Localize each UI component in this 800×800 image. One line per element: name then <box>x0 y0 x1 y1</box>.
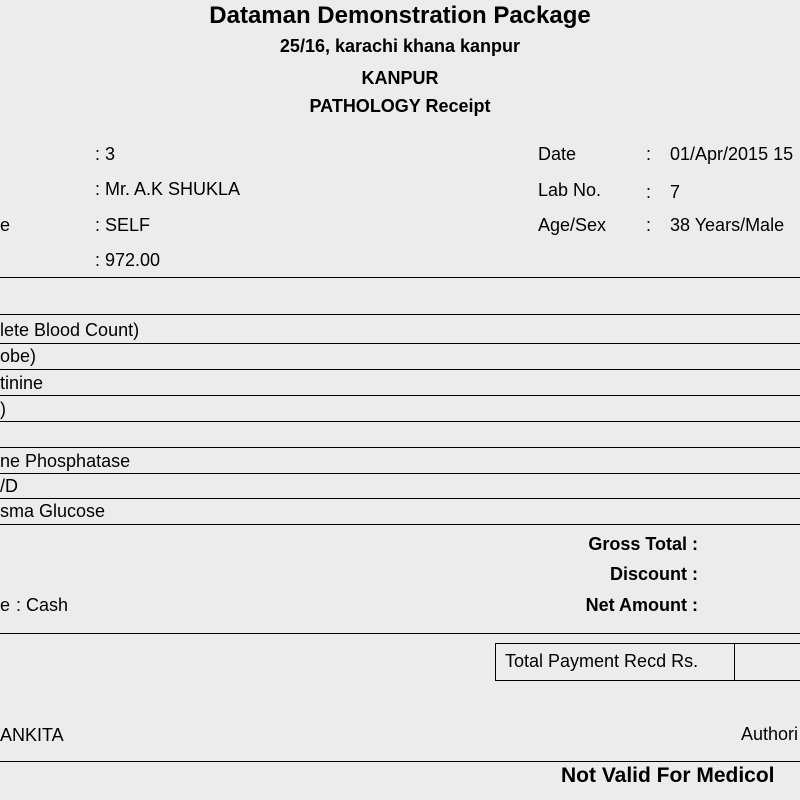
payment-recd-box <box>495 643 800 681</box>
patient-name-value: : Mr. A.K SHUKLA <box>95 179 241 199</box>
list-item: ne Phosphatase <box>0 451 131 471</box>
receipt-title: PATHOLOGY Receipt <box>309 96 491 116</box>
payment-mode-label: e <box>0 595 11 615</box>
company-city: KANPUR <box>361 68 439 88</box>
payment-recd-label: Total Payment Recd Rs. <box>505 651 699 671</box>
gross-total-label: Gross Total : <box>588 534 698 554</box>
divider <box>0 498 800 499</box>
lab-no-value: 7 <box>670 182 681 202</box>
medicolegal-notice: Not Valid For Medicol <box>561 764 775 787</box>
amount-value: : 972.00 <box>95 250 161 270</box>
divider <box>0 473 800 474</box>
payment-mode-value: : Cash <box>16 595 69 615</box>
referred-by-label: e <box>0 215 11 235</box>
divider <box>0 447 800 448</box>
company-name: Dataman Demonstration Package <box>209 2 591 29</box>
lab-no-colon: : <box>646 182 652 202</box>
prepared-by: ANKITA <box>0 725 64 745</box>
company-address: 25/16, karachi khana kanpur <box>279 36 521 56</box>
list-item: obe) <box>0 346 37 366</box>
receipt-no-value: : 3 <box>95 144 116 164</box>
authorised-signatory: Authori <box>741 724 799 744</box>
list-item: ) <box>0 399 6 419</box>
discount-label: Discount : <box>610 564 698 584</box>
divider <box>0 395 800 396</box>
net-amount-label: Net Amount : <box>585 595 698 615</box>
list-item: sma Glucose <box>0 501 106 521</box>
date-label: Date <box>538 144 577 164</box>
date-value: 01/Apr/2015 15 <box>670 144 794 164</box>
divider <box>0 633 800 634</box>
divider <box>0 277 800 278</box>
date-colon: : <box>646 144 652 164</box>
divider <box>0 314 800 315</box>
divider <box>0 343 800 344</box>
payment-recd-divider <box>734 644 735 680</box>
age-sex-label: Age/Sex <box>538 215 607 235</box>
divider <box>0 761 800 762</box>
lab-no-label: Lab No. <box>538 180 602 200</box>
divider <box>0 524 800 525</box>
divider <box>0 369 800 370</box>
age-sex-colon: : <box>646 215 652 235</box>
list-item: /D <box>0 476 18 496</box>
divider <box>0 421 800 422</box>
referred-by-value: : SELF <box>95 215 151 235</box>
list-item: lete Blood Count) <box>0 320 140 340</box>
list-item: tinine <box>0 373 44 393</box>
age-sex-value: 38 Years/Male <box>670 215 785 235</box>
